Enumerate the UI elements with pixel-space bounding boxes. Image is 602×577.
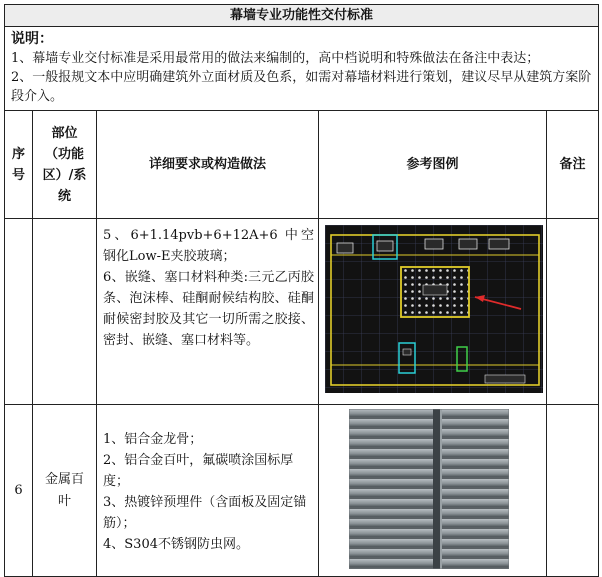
header-seq: 序号: [5, 111, 33, 219]
row-note: [547, 405, 599, 577]
document-title: 幕墙专业功能性交付标准: [5, 5, 599, 27]
metal-louver-photo: [349, 409, 509, 569]
header-part: 部位（功能区）/系统: [33, 111, 97, 219]
intro-heading: 说明：: [11, 31, 53, 47]
header-detail: 详细要求或构造做法: [97, 111, 319, 219]
cad-drawing-image: [325, 225, 543, 393]
detail-item: 1、铝合金龙骨；: [103, 432, 203, 447]
detail-item: 6、嵌缝、塞口材料种类:三元乙丙胶条、泡沫棒、硅酮耐候结构胶、硅酮耐候密封胶及其它一切所需之胶接、密封、嵌缝、塞口材料等。: [103, 270, 314, 348]
row-seq: [5, 219, 33, 405]
detail-item: 4、S304不锈钢防虫网。: [103, 537, 249, 552]
standard-table: [4, 4, 599, 577]
header-reference: 参考图例: [319, 111, 547, 219]
row-part: 金属百叶: [33, 405, 97, 577]
intro-line-1: 1、幕墙专业交付标准是采用最常用的做法来编制的，高中档说明和特殊做法在备注中表达；: [11, 51, 540, 66]
header-note: 备注: [547, 111, 599, 219]
row-note: [547, 219, 599, 405]
row-seq: 6: [5, 405, 33, 577]
intro-line-2: 2、一般报规文本中应明确建筑外立面材质及色系，如需对幕墙材料进行策划，建议尽早从建筑方案阶段介入。: [11, 70, 592, 104]
intro-block: [5, 27, 599, 111]
detail-item: 3、热镀锌预埋件（含面板及固定锚筋）；: [103, 495, 307, 531]
reference-figure-cell: [319, 219, 547, 405]
row-details: [97, 405, 319, 577]
detail-item: 2、铝合金百叶，氟碳喷涂国标厚度；: [103, 453, 294, 489]
reference-figure-cell: [319, 405, 547, 577]
row-part: [33, 219, 97, 405]
detail-item: 5、6+1.14pvb+6+12A+6 中空钢化Low-E夹胶玻璃；: [103, 228, 314, 264]
row-details: [97, 219, 319, 405]
